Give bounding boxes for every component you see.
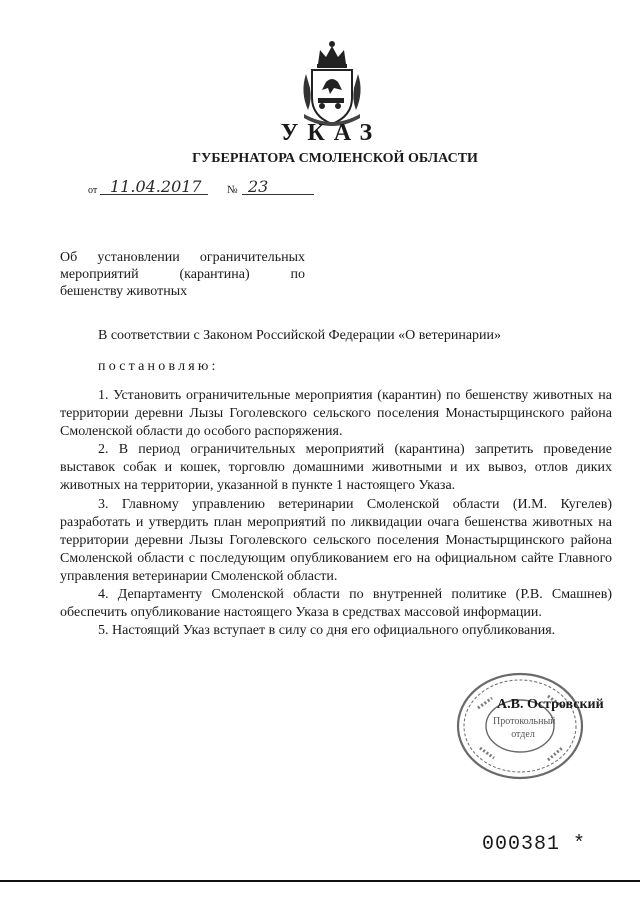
serial-number: 000381 * <box>482 833 587 856</box>
decree-word: постановляю: <box>98 359 219 374</box>
paragraph-3: 3. Главному управлению ветеринарии Смоленской области (И.М. Кугелев) разработать и утвердить план мероприятий по ликвидации очага бешенства животных на территории деревни Лызы Гоголевского сельского поселения Монастырщинского района Смоленской области с последующим опубликованием его на официальном сайте Главного управления ветеринарии Смоленской области. <box>60 496 612 584</box>
paragraph-5: 5. Настоящий Указ вступает в силу со дня его официального опубликования. <box>98 623 556 639</box>
coat-of-arms-emblem <box>296 40 368 128</box>
paragraph-2: 2. В период ограничительных мероприятий (карантина) запретить проведение выставок собак и кошек, торговлю домашними животными и их вывоз, отлов диких животных на территории, указанной в пункте 1 настоящего Указа. <box>60 442 612 494</box>
signer-name: А.В. Островский <box>497 697 604 712</box>
date-prefix: от <box>88 185 98 196</box>
date-value: 11.04.2017 <box>110 177 202 196</box>
number-prefix: № <box>227 184 238 196</box>
document-title: УКАЗ <box>280 120 382 146</box>
bottom-divider <box>0 880 640 882</box>
document-subtitle: ГУБЕРНАТОРА СМОЛЕНСКОЙ ОБЛАСТИ <box>192 151 478 166</box>
stamp-center-text <box>493 715 556 741</box>
subject-line: мероприятий (карантина) по <box>60 267 305 282</box>
stamp-line: Протокольный <box>493 716 556 727</box>
paragraph-1: 1. Установить ограничительные мероприятия (карантин) по бешенству животных на территории деревни Лызы Гоголевского сельского поселения Монастырщинского района Смоленской области до особого распоряжения. <box>60 388 612 440</box>
preamble: В соответствии с Законом Российской Федерации «О ветеринарии» <box>98 328 502 343</box>
date-number-line <box>88 178 328 200</box>
document-body <box>60 387 612 640</box>
document-subject <box>60 249 305 300</box>
number-value: 23 <box>248 177 269 196</box>
subject-line: бешенству животных <box>60 284 188 299</box>
subject-line: Об установлении ограничительных <box>60 250 305 265</box>
paragraph-4: 4. Департаменту Смоленской области по внутренней политике (Р.В. Смашнев) обеспечить опубликование настоящего Указа в средствах массовой информации. <box>60 587 612 621</box>
stamp-line: отдел <box>511 729 535 740</box>
